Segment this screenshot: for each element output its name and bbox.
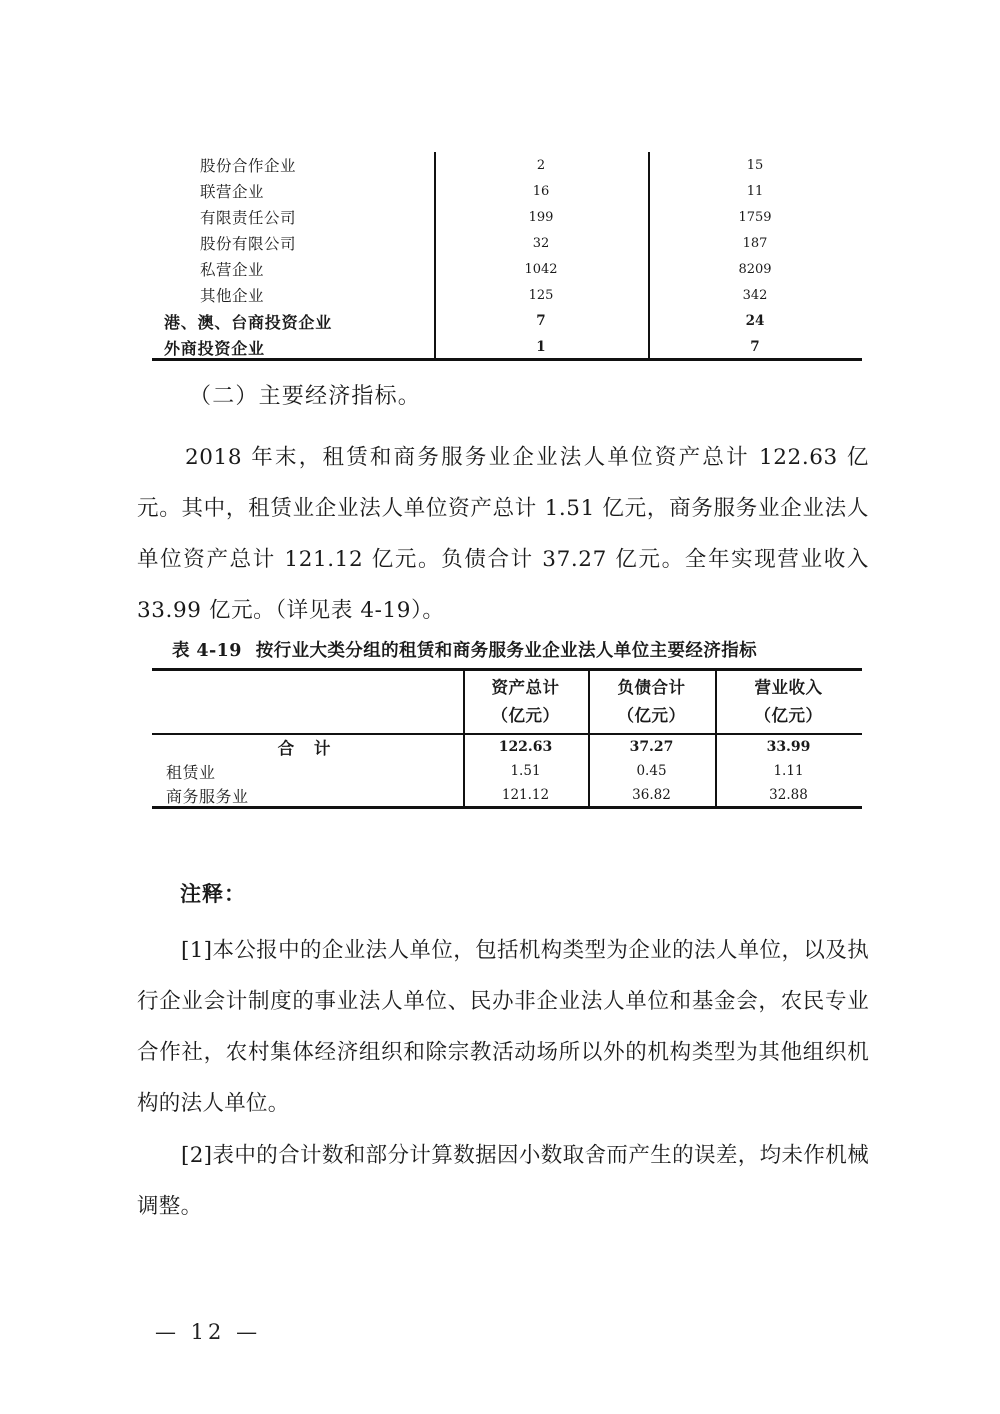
table-cell-value: 199 — [528, 209, 554, 225]
table-row — [152, 308, 862, 334]
table-cell-value: 8209 — [738, 261, 772, 277]
column-header-unit: （亿元） — [617, 706, 686, 725]
table-row — [152, 735, 862, 759]
table-4-19-caption — [172, 637, 757, 662]
table-row-label: 商务服务业 — [166, 786, 249, 806]
table-row — [152, 230, 862, 256]
table-row-label: 有限责任公司 — [200, 209, 297, 227]
table-row — [152, 783, 862, 807]
table-row-label: 私营企业 — [200, 261, 265, 279]
table-4-19-divider-2 — [588, 668, 590, 809]
table-row-label: 股份有限公司 — [200, 235, 297, 253]
note-item-1: [1]本公报中的企业法人单位，包括机构类型为企业的法人单位，以及执行企业会计制度的事业法人单位、民办非企业法人单位和基金会，农民专业合作社，农村集体经济组织和除宗教活动场所以外的机构类型为其他组织机构的法人单位。 — [137, 938, 869, 1116]
table-cell-value: 121.12 — [501, 787, 550, 803]
table-cell-value: 1.51 — [510, 763, 541, 779]
table-4-19-caption-title: 按行业大类分组的租赁和商务服务业企业法人单位主要经济指标 — [255, 641, 757, 661]
table-row-label: 其他企业 — [200, 287, 265, 305]
table-row-label: 合 计 — [277, 739, 338, 758]
column-header-unit: （亿元） — [754, 706, 823, 725]
table-cell-value: 2 — [536, 157, 546, 173]
table-cell-value: 33.99 — [766, 739, 811, 755]
table-cell-value: 342 — [742, 287, 768, 303]
table-cell-value: 11 — [746, 183, 764, 199]
table-row-label: 股份合作企业 — [200, 157, 297, 175]
table-4-19-divider-1 — [463, 668, 465, 809]
continued-enterprise-table — [152, 152, 862, 358]
table-cell-value: 1 — [536, 339, 546, 355]
table-row — [152, 152, 862, 178]
table-4-19-column-header — [152, 671, 463, 733]
table-row-label: 港、澳、台商投资企业 — [164, 312, 333, 332]
table-row — [152, 759, 862, 783]
column-header-title: 资产总计 — [491, 678, 560, 697]
top-table-divider-2 — [648, 152, 650, 358]
table-cell-value: 36.82 — [632, 787, 671, 803]
table-cell-value: 15 — [746, 157, 764, 173]
table-cell-value: 1042 — [524, 261, 558, 277]
table-4-19-bottom-rule — [152, 806, 862, 809]
table-cell-value: 0.45 — [636, 763, 667, 779]
top-table-divider-1 — [434, 152, 436, 358]
note-item-2: [2]表中的合计数和部分计算数据因小数取舍而产生的误差，均未作机械调整。 — [137, 1143, 869, 1219]
table-row — [152, 282, 862, 308]
table-4-19-header-row — [152, 671, 862, 733]
table-4-19-column-header — [588, 671, 715, 733]
table-row-label: 租赁业 — [166, 762, 216, 782]
table-row-label: 外商投资企业 — [164, 338, 265, 358]
notes-heading: 注释： — [180, 881, 246, 906]
table-cell-value: 187 — [742, 235, 768, 251]
table-row — [152, 204, 862, 230]
table-4-19-divider-3 — [715, 668, 717, 809]
table-4-19-body — [152, 735, 862, 807]
top-table-rows — [152, 152, 862, 360]
table-row — [152, 334, 862, 360]
table-cell-value: 7 — [750, 339, 760, 355]
section-paragraph: 2018 年末，租赁和商务服务业企业法人单位资产总计 122.63 亿元。其中，租赁业企业法人单位资产总计 1.51 亿元，商务服务业企业法人单位资产总计 121.12 亿元。负债合计 37.27 亿元。全年实现营业收入 33.99 亿元。（详见表 4-19）。 — [137, 445, 869, 623]
table-4-19-caption-number: 表 4-19 — [172, 641, 242, 661]
table-cell-value: 125 — [528, 287, 554, 303]
section-heading: （二）主要经济指标。 — [189, 384, 422, 409]
table-cell-value: 1.11 — [773, 763, 804, 779]
table-cell-value: 32 — [532, 235, 550, 251]
table-cell-value: 1759 — [738, 209, 772, 225]
table-cell-value: 32.88 — [769, 787, 808, 803]
top-table-bottom-rule — [152, 358, 862, 361]
column-header-title: 负债合计 — [617, 678, 686, 697]
table-row — [152, 178, 862, 204]
table-cell-value: 24 — [745, 313, 765, 329]
table-4-19-column-header — [463, 671, 588, 733]
table-4-19-column-header — [715, 671, 862, 733]
table-cell-value: 7 — [536, 313, 546, 329]
column-header-unit: （亿元） — [491, 706, 560, 725]
page-number: — 12 — — [155, 1320, 262, 1344]
table-cell-value: 16 — [532, 183, 550, 199]
table-cell-value: 37.27 — [629, 739, 674, 755]
column-header-title: 营业收入 — [754, 678, 823, 697]
table-row — [152, 256, 862, 282]
table-row-label: 联营企业 — [200, 183, 265, 201]
table-cell-value: 122.63 — [498, 739, 553, 755]
